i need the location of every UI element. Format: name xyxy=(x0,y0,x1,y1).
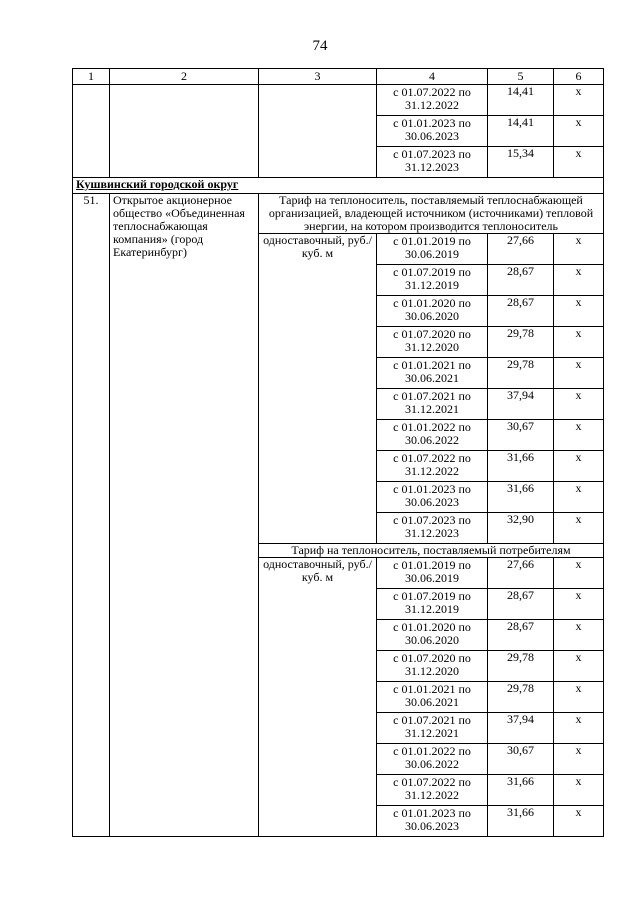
period-cell: с 01.07.2020 по 31.12.2020 xyxy=(377,651,488,682)
tariff-value-cell: 27,66 xyxy=(488,234,554,265)
period-cell: с 01.01.2021 по 30.06.2021 xyxy=(377,682,488,713)
column-number: 1 xyxy=(73,69,110,85)
period-cell: с 01.01.2022 по 30.06.2022 xyxy=(377,744,488,775)
column-number-row xyxy=(73,69,604,85)
column-number: 6 xyxy=(554,69,604,85)
col6-cell: х xyxy=(554,589,604,620)
tariff-value-cell: 30,67 xyxy=(488,744,554,775)
col6-cell: х xyxy=(554,358,604,389)
empty-form-cell xyxy=(259,85,377,178)
tariff-value-cell: 29,78 xyxy=(488,682,554,713)
period-cell: с 01.07.2020 по 31.12.2020 xyxy=(377,327,488,358)
period-cell: с 01.07.2019 по 31.12.2019 xyxy=(377,589,488,620)
tariff-form-cell: одноставочный, руб./куб. м xyxy=(259,558,377,837)
col6-cell: х xyxy=(554,620,604,651)
col6-cell: х xyxy=(554,682,604,713)
organization-name: Открытое акционерное общество «Объединенная теплоснабжающая компания» (город Екатеринбург) xyxy=(110,194,259,837)
col6-cell: х xyxy=(554,85,604,116)
column-number: 5 xyxy=(488,69,554,85)
tariff-value-cell: 29,78 xyxy=(488,327,554,358)
entry-number: 51. xyxy=(73,194,110,837)
period-cell: с 01.07.2022 по 31.12.2022 xyxy=(377,85,488,116)
col6-cell: х xyxy=(554,265,604,296)
period-cell: с 01.01.2023 по 30.06.2023 xyxy=(377,116,488,147)
col6-cell: х xyxy=(554,482,604,513)
tariff-value-cell: 31,66 xyxy=(488,775,554,806)
col6-cell: х xyxy=(554,558,604,589)
col6-cell: х xyxy=(554,451,604,482)
tariff-form-cell: одноставочный, руб./куб. м xyxy=(259,234,377,544)
period-cell: с 01.07.2021 по 31.12.2021 xyxy=(377,713,488,744)
tariff-table xyxy=(72,68,604,837)
period-cell: с 01.01.2023 по 30.06.2023 xyxy=(377,482,488,513)
period-cell: с 01.07.2022 по 31.12.2022 xyxy=(377,775,488,806)
column-number: 3 xyxy=(259,69,377,85)
tariff-value-cell: 31,66 xyxy=(488,806,554,837)
tariff-value-cell: 32,90 xyxy=(488,513,554,544)
tariff-value-cell: 28,67 xyxy=(488,265,554,296)
page-number: 74 xyxy=(312,38,328,54)
col6-cell: х xyxy=(554,147,604,178)
tariff-value-cell: 31,66 xyxy=(488,482,554,513)
period-cell: с 01.01.2022 по 30.06.2022 xyxy=(377,420,488,451)
col6-cell: х xyxy=(554,651,604,682)
col6-cell: х xyxy=(554,420,604,451)
period-cell: с 01.01.2020 по 30.06.2020 xyxy=(377,620,488,651)
tariff-header-row xyxy=(73,194,604,234)
col6-cell: х xyxy=(554,389,604,420)
column-number: 2 xyxy=(110,69,259,85)
tariff-value-cell: 14,41 xyxy=(488,116,554,147)
tariff-value-cell: 15,34 xyxy=(488,147,554,178)
tariff-value-cell: 14,41 xyxy=(488,85,554,116)
period-cell: с 01.01.2019 по 30.06.2019 xyxy=(377,558,488,589)
tariff-value-cell: 27,66 xyxy=(488,558,554,589)
period-cell: с 01.01.2020 по 30.06.2020 xyxy=(377,296,488,327)
tariff-value-cell: 31,66 xyxy=(488,451,554,482)
col6-cell: х xyxy=(554,327,604,358)
period-cell: с 01.07.2023 по 31.12.2023 xyxy=(377,513,488,544)
tariff-header: Тариф на теплоноситель, поставляемый теплоснабжающей организацией, владеющей источником (источниками) тепловой энергии, на котором производится теплоноситель xyxy=(259,194,604,234)
period-cell: с 01.07.2021 по 31.12.2021 xyxy=(377,389,488,420)
tariff-value-cell: 37,94 xyxy=(488,389,554,420)
period-cell: с 01.07.2023 по 31.12.2023 xyxy=(377,147,488,178)
col6-cell: х xyxy=(554,116,604,147)
period-cell: с 01.07.2019 по 31.12.2019 xyxy=(377,265,488,296)
tariff-value-cell: 30,67 xyxy=(488,420,554,451)
col6-cell: х xyxy=(554,806,604,837)
empty-number-cell xyxy=(73,85,110,178)
tariff-header: Тариф на теплоноситель, поставляемый потребителям xyxy=(259,544,604,558)
tariff-value-cell: 28,67 xyxy=(488,620,554,651)
table-row xyxy=(73,85,604,116)
period-cell: с 01.01.2021 по 30.06.2021 xyxy=(377,358,488,389)
period-cell: с 01.01.2019 по 30.06.2019 xyxy=(377,234,488,265)
period-cell: с 01.07.2022 по 31.12.2022 xyxy=(377,451,488,482)
tariff-value-cell: 29,78 xyxy=(488,651,554,682)
col6-cell: х xyxy=(554,775,604,806)
column-number: 4 xyxy=(377,69,488,85)
empty-organization-cell xyxy=(110,85,259,178)
section-title: Кушвинский городской округ xyxy=(73,178,604,194)
section-row xyxy=(73,178,604,194)
tariff-value-cell: 29,78 xyxy=(488,358,554,389)
tariff-value-cell: 37,94 xyxy=(488,713,554,744)
tariff-value-cell: 28,67 xyxy=(488,589,554,620)
col6-cell: х xyxy=(554,234,604,265)
col6-cell: х xyxy=(554,513,604,544)
period-cell: с 01.01.2023 по 30.06.2023 xyxy=(377,806,488,837)
tariff-value-cell: 28,67 xyxy=(488,296,554,327)
col6-cell: х xyxy=(554,713,604,744)
col6-cell: х xyxy=(554,744,604,775)
col6-cell: х xyxy=(554,296,604,327)
